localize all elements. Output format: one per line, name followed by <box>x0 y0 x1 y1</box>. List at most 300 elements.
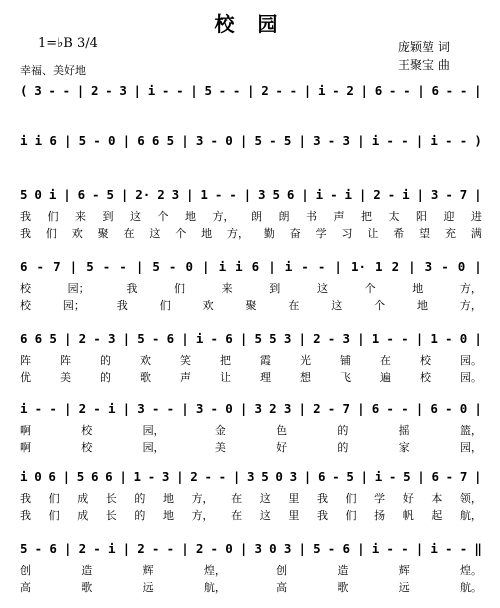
note: 2 <box>195 540 204 556</box>
note: - <box>301 258 309 274</box>
barline: | <box>303 468 312 484</box>
note: - <box>204 468 212 484</box>
lyric-syllable: 声 <box>333 210 345 223</box>
note: 7 <box>53 258 61 274</box>
lyric-syllable: 我 <box>20 509 31 522</box>
note: 5 <box>346 468 354 484</box>
note: i <box>371 132 380 148</box>
note: ( <box>20 82 28 98</box>
lyric-syllable: 这 <box>130 210 141 223</box>
barline: | <box>122 132 131 148</box>
note: - <box>36 258 45 274</box>
lyric-syllable: 聚 <box>245 299 257 312</box>
note: 6 <box>105 468 113 484</box>
lyric-syllable: 们 <box>45 227 57 240</box>
lyric-line <box>20 490 482 506</box>
lyric-syllable: 满 <box>470 227 482 240</box>
note: 6 <box>251 258 260 274</box>
note: 1 <box>133 468 142 484</box>
note: 2 <box>346 82 354 98</box>
note: - <box>151 400 160 416</box>
note: - <box>151 540 160 556</box>
barline: | <box>122 400 131 416</box>
note: - <box>445 132 453 148</box>
note: 3 <box>283 540 292 556</box>
note: i <box>430 540 438 556</box>
note: ) <box>474 132 482 148</box>
note: 2 <box>157 186 165 202</box>
lyric-syllable: 笑 <box>180 354 191 367</box>
note: i <box>315 186 324 202</box>
lyric-syllable: 篮， <box>459 424 482 437</box>
lyric-syllable: 长 <box>105 492 117 505</box>
lyric-syllable: 理 <box>260 371 271 384</box>
note: 0 <box>34 468 42 484</box>
note: 2 <box>90 82 99 98</box>
lyric-line <box>20 507 482 523</box>
note: - <box>210 540 219 556</box>
lyric-syllable: 色 <box>276 424 288 437</box>
lyric-syllable: 到 <box>102 210 114 223</box>
lyric-syllable: 方， <box>191 492 214 505</box>
note: 0 <box>457 258 466 274</box>
lyric-syllable: 的 <box>337 424 349 437</box>
note: 3 <box>137 400 145 416</box>
barline: | <box>298 400 306 416</box>
note: - <box>327 330 336 346</box>
note: - <box>386 400 394 416</box>
lyric-syllable: 来 <box>221 282 233 295</box>
note: 1 <box>430 330 438 346</box>
lyric-syllable: 校 <box>20 282 31 295</box>
lyric-syllable: 创 <box>276 564 288 577</box>
lyric-syllable: 朗 <box>278 210 290 223</box>
lyric-syllable: 的 <box>100 354 111 367</box>
note: - <box>388 82 397 98</box>
lyric-syllable: 聚 <box>97 227 109 240</box>
barline: | <box>357 330 365 346</box>
note: 5 <box>254 330 263 346</box>
barline: | <box>358 186 367 202</box>
barline: | <box>357 540 365 556</box>
lyric-syllable: 个 <box>175 227 187 240</box>
note: - <box>229 186 237 202</box>
lyric-syllable: 来 <box>75 210 86 223</box>
lyric-line <box>20 208 482 224</box>
lyric-syllable: 校 <box>81 424 93 437</box>
note: 6 <box>374 82 383 98</box>
note: 0 <box>34 186 42 202</box>
note: - <box>92 186 100 202</box>
lyric-syllable: 高 <box>276 581 288 594</box>
note: 6 <box>49 540 57 556</box>
note: - <box>34 540 43 556</box>
barline: | <box>360 468 369 484</box>
lyric-syllable: 地 <box>412 282 424 295</box>
note: 6 <box>317 468 326 484</box>
note: 3 <box>283 330 292 346</box>
lyric-syllable: 阵 <box>20 354 31 367</box>
note: 6 <box>431 468 439 484</box>
notation-line <box>20 80 482 100</box>
barline: | <box>415 540 424 556</box>
notation-line <box>20 466 482 486</box>
lyric-syllable: 我 <box>20 210 31 223</box>
note: i <box>430 132 438 148</box>
barline: | <box>301 186 309 202</box>
note: 0 <box>107 132 116 148</box>
lyric-syllable: 歌 <box>81 581 93 594</box>
note: 6 <box>34 330 43 346</box>
lyric-syllable: 我 <box>126 282 138 295</box>
lyric-line <box>20 579 482 595</box>
lyric-syllable: 地 <box>201 227 213 240</box>
lyric-syllable: 们 <box>47 210 59 223</box>
barline: | <box>63 330 72 346</box>
note: - <box>147 468 156 484</box>
notation-line <box>20 130 482 150</box>
note: i <box>147 82 156 98</box>
lyric-syllable: 远 <box>398 581 410 594</box>
note: - <box>49 400 57 416</box>
note: 3 <box>283 400 292 416</box>
note: 5 <box>20 186 28 202</box>
barline: | <box>202 258 210 274</box>
note: 2 <box>391 258 400 274</box>
note: 6 <box>20 330 28 346</box>
note: - <box>317 258 326 274</box>
note: 5 <box>403 468 411 484</box>
lyric-syllable: 到 <box>269 282 281 295</box>
note: i <box>195 330 204 346</box>
lyric-syllable: 们 <box>48 492 60 505</box>
lyric-syllable: 园； <box>62 299 85 312</box>
lyric-syllable: 方， <box>191 509 214 522</box>
barline: | <box>474 330 482 346</box>
lyric-syllable: 校 <box>81 441 93 454</box>
note: - <box>459 82 468 98</box>
note: 3 <box>195 400 204 416</box>
note: - <box>214 186 223 202</box>
lyric-syllable: 好 <box>276 441 288 454</box>
note: - <box>401 330 409 346</box>
note: 2 <box>269 400 277 416</box>
lyric-syllable: 在 <box>231 509 243 522</box>
lyric-syllable: 习 <box>341 227 353 240</box>
lyric-syllable: 奋 <box>289 227 301 240</box>
note: i <box>317 82 326 98</box>
lyric-syllable: 充 <box>445 227 456 240</box>
note: i <box>20 132 28 148</box>
barline: | <box>181 400 189 416</box>
note: 3 <box>107 330 116 346</box>
note: - <box>269 132 277 148</box>
lyric-syllable: 美 <box>60 371 71 384</box>
notation-line <box>20 538 482 558</box>
note: 5 <box>78 132 87 148</box>
lyric-syllable: 们 <box>345 509 357 522</box>
lyric-syllable: 校 <box>20 299 31 312</box>
lyric-line <box>20 225 482 241</box>
lyric-syllable: 啊 <box>20 424 31 437</box>
barline: | <box>415 400 424 416</box>
barline: | <box>63 132 72 148</box>
lyric-syllable: 让 <box>220 371 231 384</box>
barline: | <box>133 82 142 98</box>
note: i <box>402 186 410 202</box>
note: - <box>386 132 394 148</box>
lyric-syllable: 把 <box>220 354 231 367</box>
note: 3 <box>258 186 266 202</box>
lyric-syllable: 园。 <box>460 371 482 384</box>
note: 3 <box>424 258 433 274</box>
barline: | <box>298 540 306 556</box>
lyric-syllable: 里 <box>288 509 300 522</box>
note: - <box>332 82 340 98</box>
lyric-syllable: 个 <box>157 210 169 223</box>
note: i <box>48 186 57 202</box>
lyric-syllable: 煌， <box>203 564 226 577</box>
lyric-syllable: 好 <box>402 492 414 505</box>
lyric-syllable: 方， <box>459 282 482 295</box>
note: 6 <box>90 468 99 484</box>
notation-line <box>20 256 482 276</box>
note: 3 <box>34 82 42 98</box>
note: 5 <box>269 330 277 346</box>
lyric-syllable: 校 <box>420 371 431 384</box>
note: 0 <box>225 132 233 148</box>
note: - <box>386 330 394 346</box>
lyric-syllable: 飞 <box>340 371 351 384</box>
barline: | <box>239 330 248 346</box>
note: - <box>401 132 409 148</box>
lyricist-credit: 庞颖堃 词 <box>398 40 450 54</box>
note: 5 <box>137 330 145 346</box>
lyric-syllable: 我 <box>316 492 328 505</box>
lyric-syllable: 方， <box>227 227 249 240</box>
note: 3 <box>247 468 255 484</box>
lyric-syllable: 里 <box>288 492 300 505</box>
note: - <box>459 132 468 148</box>
lyric-syllable: 在 <box>288 299 300 312</box>
composer-credit: 王聚宝 曲 <box>398 58 450 72</box>
note: 2 <box>137 540 145 556</box>
note: 2 <box>313 330 321 346</box>
barline: | <box>69 258 78 274</box>
note: 1 <box>375 258 383 274</box>
lyric-syllable: 我 <box>20 492 31 505</box>
barline: | <box>239 132 248 148</box>
note: i <box>20 468 28 484</box>
lyric-line <box>20 369 482 385</box>
lyric-syllable: 远 <box>142 581 154 594</box>
note: - <box>168 258 177 274</box>
barline: | <box>176 468 184 484</box>
note: - <box>445 400 453 416</box>
barline: | <box>243 186 252 202</box>
note: - <box>151 330 160 346</box>
lyric-syllable: 在 <box>380 354 391 367</box>
note: 5 <box>76 468 85 484</box>
lyric-syllable: 让 <box>367 227 379 240</box>
lyric-syllable: 成 <box>77 509 89 522</box>
note: 5 <box>254 132 263 148</box>
note: - <box>445 540 453 556</box>
note: - <box>62 82 71 98</box>
lyric-syllable: 书 <box>306 210 317 223</box>
note: - <box>119 258 127 274</box>
note: 5 <box>313 540 321 556</box>
barline: | <box>181 540 189 556</box>
lyric-syllable: 家 <box>398 441 410 454</box>
note: 0 <box>225 540 233 556</box>
lyric-syllable: 们 <box>48 509 60 522</box>
note: 5 <box>106 186 114 202</box>
note: - <box>386 540 394 556</box>
barline: | <box>122 540 131 556</box>
lyric-line <box>20 562 482 578</box>
note: - <box>218 82 227 98</box>
lyric-syllable: 歌 <box>140 371 151 384</box>
lyric-syllable: 地 <box>162 509 174 522</box>
lyric-syllable: 园； <box>67 282 90 295</box>
note: - <box>327 540 336 556</box>
lyric-syllable: 的 <box>100 371 111 384</box>
note: i <box>34 132 43 148</box>
lyric-syllable: 我 <box>316 509 328 522</box>
barline: | <box>120 186 129 202</box>
barline: | <box>474 258 482 274</box>
note: - <box>166 400 175 416</box>
note: 5 <box>166 132 175 148</box>
barline: | <box>135 258 144 274</box>
note: - <box>275 82 283 98</box>
lyric-syllable: 学 <box>315 227 327 240</box>
note: i <box>235 258 243 274</box>
note: i <box>107 400 116 416</box>
lyric-syllable: 起 <box>431 509 443 522</box>
lyric-syllable: 摇 <box>398 424 410 437</box>
lyric-syllable: 们 <box>159 299 171 312</box>
barline: ‖ <box>474 540 482 556</box>
note: - <box>401 400 409 416</box>
lyric-syllable: 遍 <box>380 371 391 384</box>
note: - <box>102 258 111 274</box>
lyric-syllable: 煌。 <box>459 564 482 577</box>
note: 0 <box>225 400 233 416</box>
lyric-syllable: 扬 <box>374 509 386 522</box>
note: - <box>401 540 409 556</box>
barline: | <box>408 258 416 274</box>
barline: | <box>417 468 425 484</box>
lyric-line <box>20 422 482 438</box>
lyric-syllable: 这 <box>259 509 271 522</box>
note: 6 <box>225 330 233 346</box>
lyric-syllable: 进 <box>471 210 482 223</box>
notation-line <box>20 184 482 204</box>
notation-line <box>20 398 482 418</box>
lyric-syllable: 这 <box>331 299 343 312</box>
barline: | <box>303 82 312 98</box>
note: 2 <box>190 468 198 484</box>
barline: | <box>247 82 255 98</box>
lyric-syllable: 的 <box>337 441 349 454</box>
note: - <box>387 186 396 202</box>
barline: | <box>360 82 369 98</box>
lyric-syllable: 勤 <box>263 227 275 240</box>
lyric-syllable: 望 <box>419 227 431 240</box>
barline: | <box>190 82 198 98</box>
lyric-syllable: 成 <box>77 492 89 505</box>
note: 6 <box>430 400 438 416</box>
lyric-syllable: 啊 <box>20 441 31 454</box>
note: 0 <box>459 330 468 346</box>
note: i <box>371 540 380 556</box>
note: - <box>105 82 113 98</box>
note: - <box>93 400 101 416</box>
lyric-syllable: 我 <box>116 299 128 312</box>
barline: | <box>416 186 425 202</box>
lyric-syllable: 光 <box>300 354 311 367</box>
lyric-syllable: 在 <box>123 227 135 240</box>
note: i <box>107 540 116 556</box>
lyric-syllable: 我 <box>20 227 31 240</box>
lyric-syllable: 个 <box>364 282 376 295</box>
note: - <box>166 540 175 556</box>
lyric-syllable: 铺 <box>340 354 351 367</box>
barline: | <box>474 400 482 416</box>
lyric-line <box>20 297 482 313</box>
note: 1· <box>350 258 366 274</box>
barline: | <box>76 82 85 98</box>
lyric-line <box>20 439 482 455</box>
note: 2 <box>261 82 269 98</box>
note: - <box>327 132 336 148</box>
note: 5 <box>261 468 269 484</box>
note: 1 <box>200 186 208 202</box>
lyric-syllable: 长 <box>105 509 117 522</box>
barline: | <box>268 258 276 274</box>
note: - <box>445 186 453 202</box>
lyric-syllable: 优 <box>20 371 31 384</box>
lyric-syllable: 欢 <box>71 227 83 240</box>
note: - <box>93 132 101 148</box>
note: - <box>218 468 227 484</box>
notation-line <box>20 328 482 348</box>
note: 5 <box>272 186 280 202</box>
lyric-syllable: 的 <box>134 509 146 522</box>
note: - <box>289 82 298 98</box>
lyric-syllable: 航， <box>459 509 482 522</box>
note: 0 <box>185 258 193 274</box>
note: 2 <box>78 400 87 416</box>
note: 5 <box>20 540 28 556</box>
barline: | <box>474 468 482 484</box>
note: - <box>330 186 338 202</box>
song-title: 校 园 <box>214 12 286 36</box>
note: 6 <box>166 330 175 346</box>
barline: | <box>63 540 72 556</box>
barline: | <box>63 400 72 416</box>
lyric-syllable: 欢 <box>202 299 214 312</box>
note: - <box>161 82 170 98</box>
lyric-syllable: 园， <box>142 424 165 437</box>
lyric-syllable: 学 <box>374 492 386 505</box>
lyric-syllable: 声 <box>180 371 191 384</box>
barline: | <box>474 82 482 98</box>
lyric-syllable: 这 <box>316 282 328 295</box>
note: 3 <box>171 186 180 202</box>
